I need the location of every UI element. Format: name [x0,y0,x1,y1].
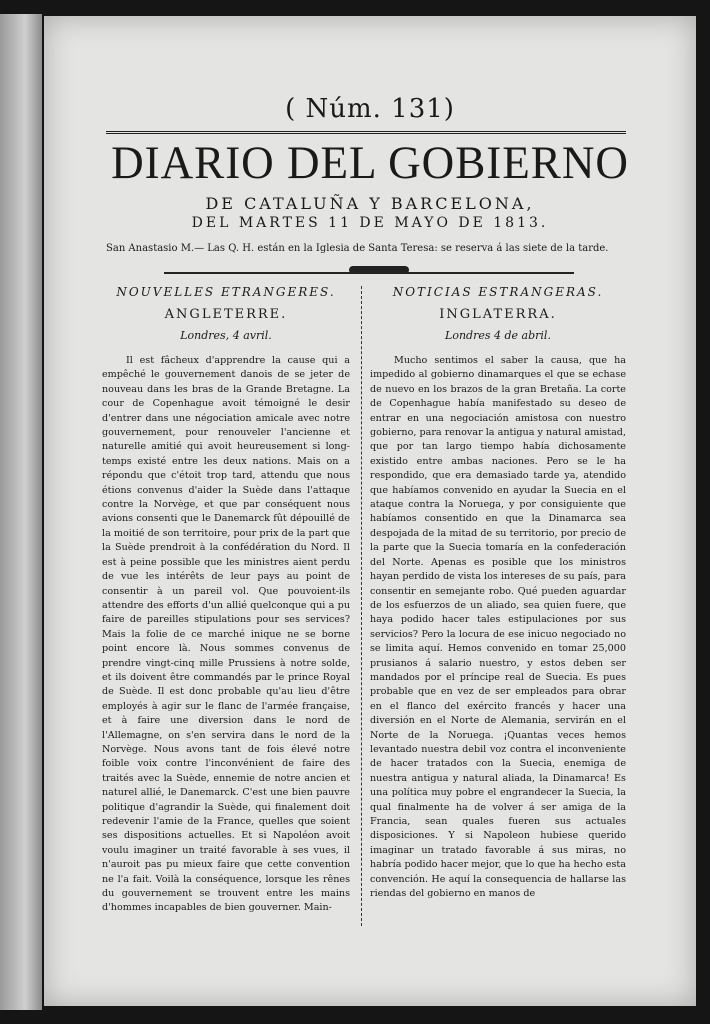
french-dateline: Londres, 4 avril. [180,329,272,342]
spanish-dateline: Londres 4 de abril. [445,329,551,342]
masthead-subtitle: DE CATALUÑA Y BARCELONA, [205,194,535,213]
french-article-text: Il est fâcheux d'apprendre la cause qui a empêché le gouvernement danois de se jeter de nouveau dans les bras de la Grande Bretagne. La cour de Copenhague avoit témoigné le desir d'entrer dans une négociation amicale avec notre gouvernement, pour renouveler l'ancienne et naturelle amitié qui avoit heureusement si long-temps existé entre les deux nations. Mais on a répondu que c'étoit trop tard, attendu que nous étions convenus d'aider la Suède dans l'attaque contre la Norvège, et que par conséquent nous avions consenti que le Danemarck fût dépouillé de la moitié de son territoire, pour prix de la part que la Suède prendroit à la confédération du Nord. Il est à peine possible que les ministres aient perdu de vue les intérêts de leur pays au point de consentir à un pareil vol. Que pouvoient-ils attendre des efforts d'un allié quelconque qui a pu faire de pareilles stipulations pour ses services? Mais la folie de ce marché inique ne se borne point encore là. Nous sommes convenus de prendre vingt-cinq mille Prussiens à notre solde, et ils doivent être commandés par le prince Royal de Suède. Il est donc probable qu'au lieu d'être employés à agir sur le flanc de l'armée française, et à faire une diversion dans le nord de l'Allemagne, on s'en servira dans le nord de la Norvège. Nous avons tant de fois élevé notre foible voix contre l'inconvénient de faire des traités avec la Suède, ennemie de notre ancien et naturel allié, le Danemarck. C'est une bien pauvre politique d'agrandir la Suède, qui finalement doit redevenir l'amie de la France, quelles que soient ses dispositions actuelles. Et si Napoléon avoit voulu imaginer un traité favorable à ses vues, il n'auroit pas pu mieux faire que cette convention ne l'a fait. Voilà la conséquence, lorsque les rênes du gouvernement se trouvent entre les mains d'hommes incapables de bien gouverner. Main- [102,355,350,914]
spanish-section-heading: NOTICIAS ESTRANGERAS. [392,285,604,299]
newspaper-page [44,16,696,1006]
spanish-column [370,282,626,901]
header-divider-ornament [349,266,409,274]
spanish-article-text: Mucho sentimos el saber la causa, que ha impedido al gobierno dinamarques el que se echase de nuevo en los brazos de la gran Bretaña. La corte de Copenhague había manifestado su deseo de entrar en una negociación amistosa con nuestro gobierno, para renovar la antigua y natural amistad, que por tan largo tiempo había dichosamente existido entre ambas naciones. Pero se le ha respondido, que era demasiado tarde ya, atendido que habíamos convenido en ayudar la Suecia en el ataque contra la Noruega, y por consiguiente que habíamos consentido en que la Dinamarca sea despojada de la mitad de su territorio, por precio de la parte que la Suecia tomaría en la confederación del Norte. Apenas es posible que los ministros hayan perdido de vista los intereses de su país, para consentir en semejante robo. Qué pueden aguardar de los esfuerzos de un aliado, sea quien fuere, que haya podido hacer tales estipulaciones por sus servicios? Pero la locura de ese inicuo negociado no se limita aquí. Hemos convenido en tomar 25,000 prusianos á salario nuestro, y estos deben ser mandados por el príncipe real de Suecia. Es pues probable que en vez de ser empleados para obrar en el flanco del exército francés y hacer una diversión en el Norte de Alemania, servirán en el Norte de la Noruega. ¡Quantas veces hemos levantado nuestra debil voz contra el inconveniente de hacer tratados con la Suecia, enemiga de nuestra antigua y natural aliada, la Dinamarca! Es una política muy pobre el engrandecer la Suecia, la qual finalmente ha de volver á ser amiga de la Francia, sean quales fueren sus actuales disposiciones. Y si Napoleon hubiese querido imaginar un tratado favorable á sus miras, no habría podido hacer mejor, que lo que ha hecho esta convención. He aquí la consequencia de hallarse las riendas del gobierno en manos de [370,355,626,900]
facing-page-edge [0,14,42,1010]
masthead-title: DIARIO DEL GOBIERNO [111,137,629,189]
top-rule [106,131,626,134]
french-country-heading: ANGLETERRE. [164,307,288,322]
french-column [102,282,350,916]
french-section-heading: NOUVELLES ETRANGERES. [116,285,336,299]
saint-of-day-line: San Anastasio M.— Las Q. H. están en la Iglesia de Santa Teresa: se reserva á las siete de la tarde. [106,243,609,254]
column-divider [361,286,362,926]
issue-number: ( Núm. 131) [285,94,455,124]
issue-date: DEL MARTES 11 DE MAYO DE 1813. [191,215,549,231]
spanish-country-heading: INGLATERRA. [439,307,557,322]
